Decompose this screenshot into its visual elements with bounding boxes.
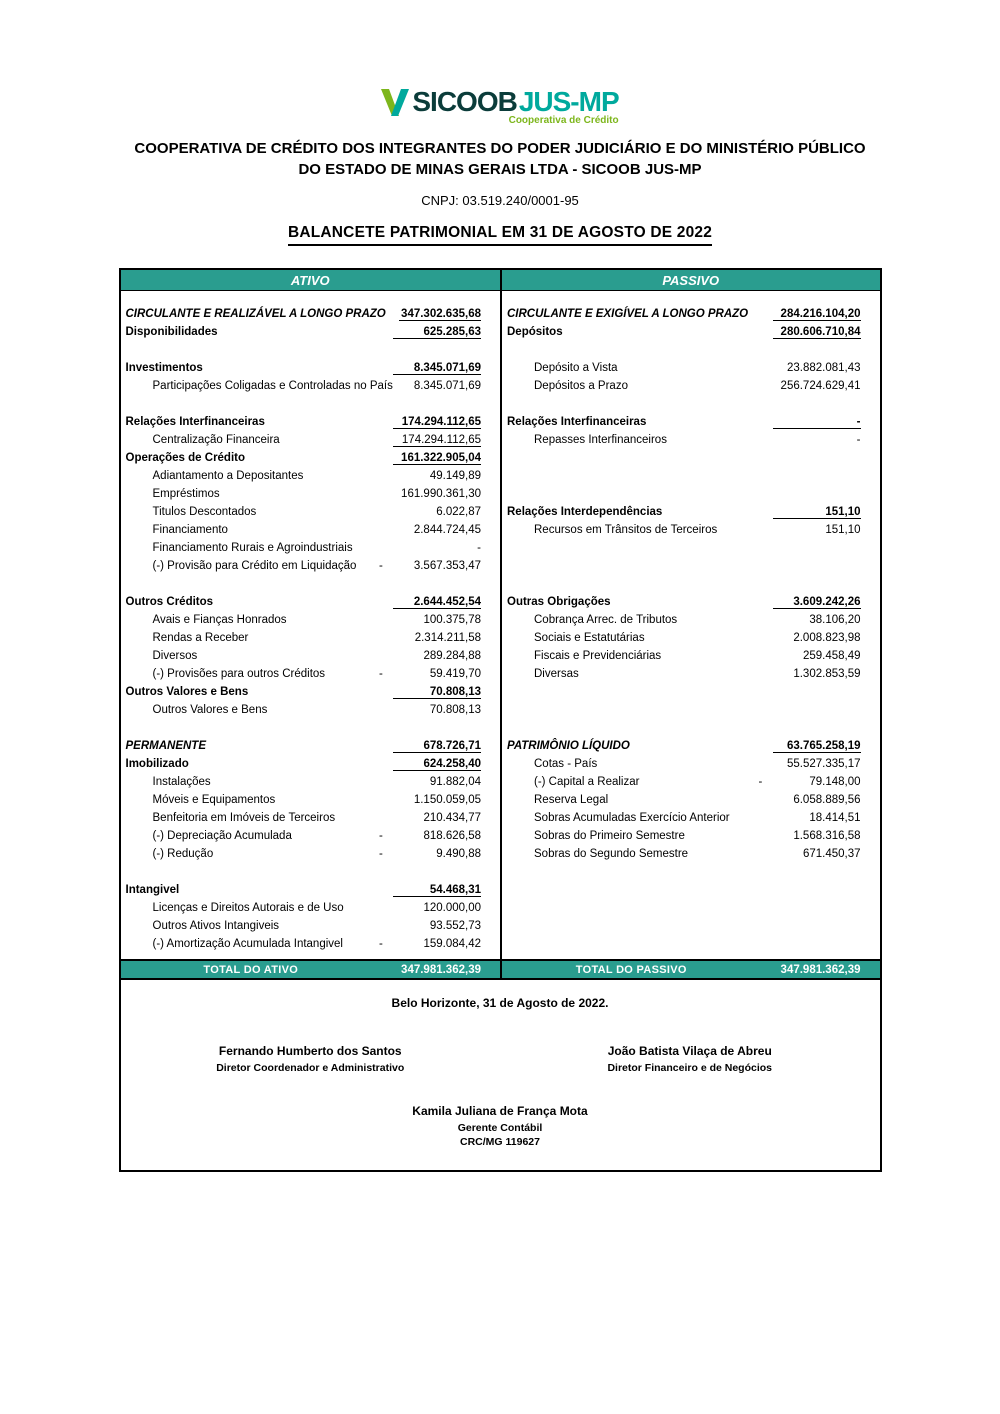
row-label: (-) Depreciação Acumulada: [152, 830, 292, 842]
logo-text: [412, 86, 618, 126]
row-label: Relações Interdependências: [507, 506, 663, 518]
accountant-role: Gerente Contábil: [457, 1122, 543, 1134]
row-value: 159.084,42: [423, 938, 481, 950]
row-value: 70.808,13: [429, 704, 481, 716]
row-value: 54.468,31: [393, 884, 481, 897]
sicoob-logo-icon: [381, 88, 409, 118]
passivo-row-25: [502, 755, 880, 773]
passivo-row-5: [502, 395, 880, 413]
ativo-row-14: [121, 557, 501, 575]
passivo-row-34: [502, 917, 880, 935]
signature-right-role: Diretor Financeiro e de Negócios: [607, 1062, 773, 1074]
row-value: 120.000,00: [423, 902, 481, 914]
ativo-row-5: [121, 395, 501, 413]
ativo-row-31: [121, 863, 501, 881]
row-label: Fiscais e Previdenciárias: [534, 650, 662, 662]
row-label: Cobrança Arrec. de Tributos: [534, 614, 678, 626]
row-value: 91.882,04: [429, 776, 481, 788]
row-label: Centralização Financeira: [152, 434, 280, 446]
passivo-row-35: [502, 935, 880, 953]
row-value: 624.258,40: [393, 758, 481, 771]
row-label: Outros Valores e Bens: [152, 704, 268, 716]
ativo-row-20: [121, 665, 501, 683]
row-value: 161.322.905,04: [393, 452, 481, 465]
passivo-row-3: [502, 359, 880, 377]
ativo-row-6: [121, 413, 501, 431]
row-label: Financiamento Rurais e Agroindustriais: [152, 542, 353, 554]
row-value: 625.285,63: [393, 326, 481, 339]
passivo-row-33: [502, 899, 880, 917]
row-label: Repasses Interfinanceiros: [534, 434, 667, 446]
row-label: Móveis e Equipamentos: [152, 794, 276, 806]
row-value: 284.216.104,20: [773, 308, 861, 321]
passivo-row-11: [502, 503, 880, 521]
accountant-name: Kamila Juliana de França Mota: [412, 1104, 588, 1118]
row-minus-sign: -: [758, 776, 763, 788]
ativo-row-33: [121, 899, 501, 917]
row-value: 161.990.361,30: [401, 488, 481, 500]
row-label: Intangivel: [125, 884, 180, 896]
ativo-row-3: [121, 359, 501, 377]
signature-right: [500, 1044, 880, 1074]
company-title-line2: DO ESTADO DE MINAS GERAIS LTDA - SICOOB JUS-MP: [298, 161, 702, 178]
row-label: Imobilizado: [125, 758, 189, 770]
row-value: 9.490,88: [436, 848, 481, 860]
passivo-row-6: [502, 413, 880, 431]
passivo-row-32: [502, 881, 880, 899]
row-label: Operações de Crédito: [125, 452, 246, 464]
row-value: 6.022,87: [436, 506, 481, 518]
ativo-row-28: [121, 809, 501, 827]
date-line: Belo Horizonte, 31 de Agosto de 2022.: [391, 996, 609, 1010]
row-minus-sign: -: [379, 848, 383, 860]
ativo-row-12: [121, 521, 501, 539]
ativo-row-21: [121, 683, 501, 701]
ativo-row-19: [121, 647, 501, 665]
passivo-total-label: TOTAL DO PASSIVO: [575, 963, 687, 976]
row-value: 151,10: [773, 506, 861, 519]
balance-columns: [121, 270, 880, 978]
row-minus-sign: -: [379, 668, 383, 680]
row-value: 259.458,49: [802, 650, 861, 662]
row-value: 2.844.724,45: [413, 524, 481, 536]
row-label: (-) Provisões para outros Créditos: [152, 668, 326, 680]
row-label: Disponibilidades: [125, 326, 218, 338]
accountant-block: [121, 1104, 880, 1148]
signature-left-name: Fernando Humberto dos Santos: [218, 1044, 402, 1058]
row-value: 2.008.823,98: [793, 632, 861, 644]
row-label: PERMANENTE: [125, 740, 207, 752]
passivo-row-29: [502, 827, 880, 845]
row-value: 2.644.452,54: [393, 596, 481, 609]
ativo-rows: [121, 291, 501, 959]
row-label: Empréstimos: [152, 488, 220, 500]
passivo-column-header: PASSIVO: [502, 270, 880, 291]
row-label: Sobras do Primeiro Semestre: [534, 830, 685, 842]
row-label: (-) Redução: [152, 848, 214, 860]
row-value: 23.882.081,43: [786, 362, 861, 374]
row-value: 818.626,58: [423, 830, 481, 842]
row-value: 1.568.316,58: [793, 830, 861, 842]
passivo-row-18: [502, 629, 880, 647]
row-value: 151,10: [825, 524, 861, 536]
row-label: (-) Amortização Acumulada Intangivel: [152, 938, 343, 950]
row-label: Sociais e Estatutárias: [534, 632, 645, 644]
passivo-row-24: [502, 737, 880, 755]
row-value: 280.606.710,84: [773, 326, 861, 339]
row-label: Outras Obrigações: [507, 596, 611, 608]
signature-left: [121, 1044, 501, 1074]
signature-left-role: Diretor Coordenador e Administrativo: [216, 1062, 405, 1074]
passivo-row-21: [502, 683, 880, 701]
ativo-row-24: [121, 737, 501, 755]
ativo-row-34: [121, 917, 501, 935]
ativo-row-4: [121, 377, 501, 395]
passivo-row-20: [502, 665, 880, 683]
passivo-row-10: [502, 485, 880, 503]
row-label: Sobras Acumuladas Exercício Anterior: [534, 812, 730, 824]
row-value: -: [773, 416, 861, 429]
row-value: -: [856, 434, 861, 446]
company-title: [0, 138, 1000, 180]
passivo-row-27: [502, 791, 880, 809]
row-value: 93.552,73: [429, 920, 481, 932]
ativo-row-9: [121, 467, 501, 485]
row-label: Rendas a Receber: [152, 632, 249, 644]
passivo-row-23: [502, 719, 880, 737]
passivo-row-17: [502, 611, 880, 629]
ativo-row-17: [121, 611, 501, 629]
row-label: Licenças e Direitos Autorais e de Uso: [152, 902, 344, 914]
logo-tagline: Cooperativa de Crédito: [508, 115, 619, 126]
row-value: 256.724.629,41: [780, 380, 861, 392]
ativo-row-26: [121, 773, 501, 791]
passivo-row-0: [502, 305, 880, 323]
ativo-row-2: [121, 341, 501, 359]
ativo-column: [121, 270, 501, 978]
row-value: 210.434,77: [423, 812, 481, 824]
ativo-row-11: [121, 503, 501, 521]
passivo-row-28: [502, 809, 880, 827]
passivo-row-13: [502, 539, 880, 557]
accountant-crc: CRC/MG 119627: [460, 1136, 540, 1148]
row-label: Benfeitoria em Imóveis de Terceiros: [152, 812, 336, 824]
row-label: PATRIMÔNIO LÍQUIDO: [507, 740, 630, 752]
passivo-row-8: [502, 449, 880, 467]
row-label: Outros Ativos Intangiveis: [152, 920, 280, 932]
ativo-row-8: [121, 449, 501, 467]
row-minus-sign: -: [379, 938, 383, 950]
row-label: Relações Interfinanceiras: [507, 416, 647, 428]
passivo-rows: [502, 291, 880, 959]
page-header: [0, 0, 1000, 246]
row-label: Depósitos a Prazo: [534, 380, 628, 392]
row-value: 347.302.635,68: [399, 308, 481, 321]
passivo-row-4: [502, 377, 880, 395]
passivo-row-1: [502, 323, 880, 341]
passivo-row-22: [502, 701, 880, 719]
row-label: Diversas: [534, 668, 579, 680]
row-label: Financiamento: [152, 524, 228, 536]
row-value: 2.314.211,58: [414, 632, 481, 644]
row-label: CIRCULANTE E REALIZÁVEL A LONGO PRAZO: [125, 308, 386, 320]
row-label: Cotas - País: [534, 758, 598, 770]
row-value: 59.419,70: [429, 668, 481, 680]
ativo-row-35: [121, 935, 501, 953]
signature-right-name: João Batista Vilaça de Abreu: [607, 1044, 772, 1058]
signatures-row: [121, 1044, 880, 1074]
row-label: Avais e Fianças Honrados: [152, 614, 287, 626]
balance-table: [119, 268, 882, 1172]
row-value: 289.284,88: [423, 650, 481, 662]
company-title-line1: COOPERATIVA DE CRÉDITO DOS INTEGRANTES DO PODER JUDICIÁRIO E DO MINISTÉRIO PÚBLICO: [134, 140, 866, 157]
row-value: 1.302.853,59: [793, 668, 861, 680]
row-value: 3.567.353,47: [413, 560, 481, 572]
row-label: Instalações: [152, 776, 211, 788]
passivo-row-16: [502, 593, 880, 611]
row-label: Depósito a Vista: [534, 362, 618, 374]
ativo-row-32: [121, 881, 501, 899]
row-value: 100.375,78: [423, 614, 481, 626]
passivo-row-7: [502, 431, 880, 449]
ativo-column-header: ATIVO: [121, 270, 501, 291]
ativo-row-1: [121, 323, 501, 341]
sicoob-logo: [381, 86, 618, 126]
ativo-row-29: [121, 827, 501, 845]
row-label: Reserva Legal: [534, 794, 609, 806]
row-value: 63.765.258,19: [773, 740, 861, 753]
cnpj-line: CNPJ: 03.519.240/0001-95: [421, 193, 579, 208]
ativo-row-25: [121, 755, 501, 773]
row-value: 18.414,51: [809, 812, 861, 824]
row-value: 8.345.071,69: [393, 362, 481, 375]
row-label: Outros Valores e Bens: [125, 686, 249, 698]
ativo-row-30: [121, 845, 501, 863]
row-label: Titulos Descontados: [152, 506, 257, 518]
row-label: (-) Capital a Realizar: [534, 776, 640, 788]
ativo-row-10: [121, 485, 501, 503]
row-label: Sobras do Segundo Semestre: [534, 848, 689, 860]
row-value: 671.450,37: [802, 848, 861, 860]
row-label: Diversos: [152, 650, 198, 662]
ativo-row-0: [121, 305, 501, 323]
row-label: (-) Provisão para Crédito em Liquidação: [152, 560, 357, 572]
ativo-total-label: TOTAL DO ATIVO: [203, 963, 299, 976]
row-label: Adiantamento a Depositantes: [152, 470, 304, 482]
ativo-row-15: [121, 575, 501, 593]
row-label: Depósitos: [507, 326, 563, 338]
logo-brand: SICOOB: [412, 86, 517, 117]
row-value: 70.808,13: [393, 686, 481, 699]
row-minus-sign: -: [379, 560, 383, 572]
row-label: CIRCULANTE E EXIGÍVEL A LONGO PRAZO: [507, 308, 749, 320]
ativo-row-23: [121, 719, 501, 737]
ativo-row-16: [121, 593, 501, 611]
row-label: Investimentos: [125, 362, 203, 374]
passivo-total-row: [502, 959, 880, 978]
passivo-row-14: [502, 557, 880, 575]
row-value: 174.294.112,65: [393, 416, 481, 429]
ativo-total-value: 347.981.362,39: [401, 963, 481, 976]
passivo-row-19: [502, 647, 880, 665]
ativo-row-13: [121, 539, 501, 557]
ativo-row-18: [121, 629, 501, 647]
logo-suffix: JUS-MP: [518, 86, 619, 117]
passivo-row-26: [502, 773, 880, 791]
passivo-column: [500, 270, 880, 978]
row-value: -: [477, 542, 481, 554]
passivo-row-2: [502, 341, 880, 359]
row-value: 174.294.112,65: [393, 434, 481, 447]
statement-title: BALANCETE PATRIMONIAL EM 31 DE AGOSTO DE 2022: [288, 224, 712, 246]
row-value: 49.149,89: [429, 470, 481, 482]
row-value: 38.106,20: [809, 614, 861, 626]
row-value: 55.527.335,17: [786, 758, 861, 770]
row-value: 79.148,00: [809, 776, 861, 788]
passivo-row-15: [502, 575, 880, 593]
row-label: Relações Interfinanceiras: [125, 416, 265, 428]
passivo-row-31: [502, 863, 880, 881]
row-value: 3.609.242,26: [773, 596, 861, 609]
row-value: 6.058.889,56: [793, 794, 861, 806]
row-value: 678.726,71: [393, 740, 481, 753]
ativo-total-row: [121, 959, 501, 978]
row-value: 1.150.059,05: [413, 794, 481, 806]
passivo-total-value: 347.981.362,39: [780, 963, 861, 976]
ativo-row-27: [121, 791, 501, 809]
ativo-row-7: [121, 431, 501, 449]
passivo-row-30: [502, 845, 880, 863]
row-label: Recursos em Trânsitos de Terceiros: [534, 524, 718, 536]
row-value: 8.345.071,69: [413, 380, 481, 392]
row-minus-sign: -: [379, 830, 383, 842]
ativo-row-22: [121, 701, 501, 719]
row-label: Participações Coligadas e Controladas no País: [152, 380, 393, 392]
table-footer: [121, 978, 880, 1170]
passivo-row-9: [502, 467, 880, 485]
row-label: Outros Créditos: [125, 596, 214, 608]
passivo-row-12: [502, 521, 880, 539]
